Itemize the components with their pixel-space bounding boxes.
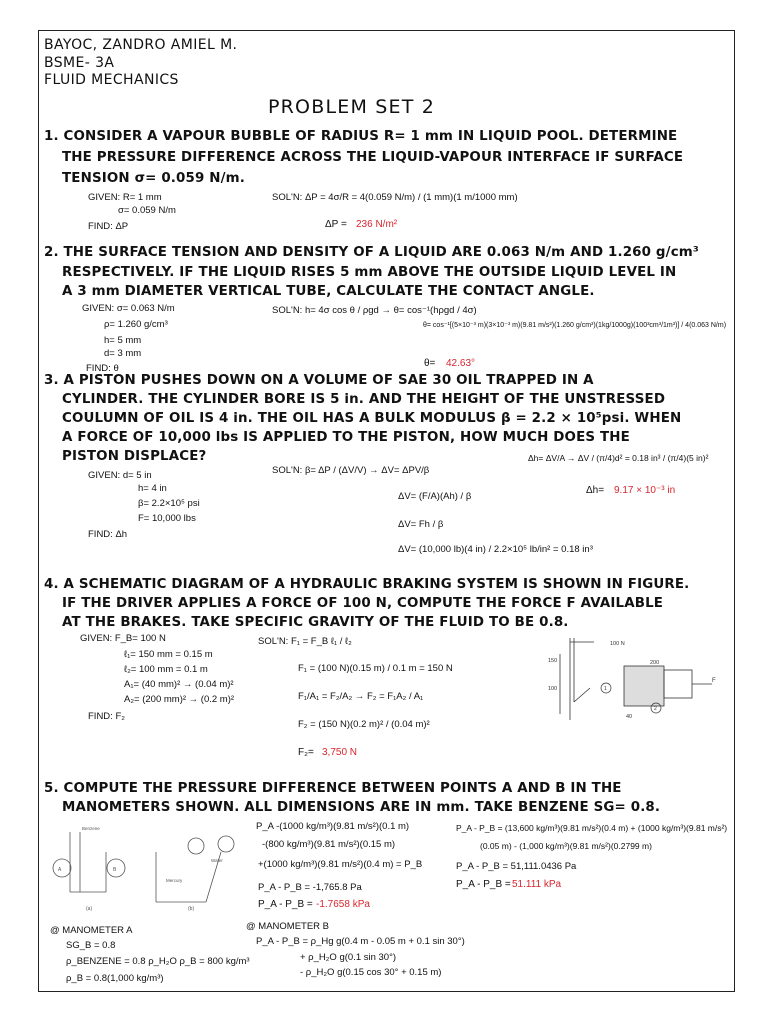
course: FLUID MECHANICS bbox=[44, 72, 179, 88]
p5-manometer-a-note: ρ_B = 0.8(1,000 kg/m³) bbox=[66, 973, 164, 984]
page-title: PROBLEM SET 2 bbox=[268, 96, 436, 118]
p4-solution: SOL'N: F₁ = F_B ℓ₁ / ℓ₂ bbox=[258, 636, 352, 647]
p1-given: GIVEN: R= 1 mm bbox=[88, 192, 162, 203]
p5-manometer-b-note: - ρ_H₂O g(0.15 cos 30° + 0.15 m) bbox=[300, 967, 442, 978]
fig-force-f: F bbox=[712, 678, 716, 684]
p5-solution-b: P_A - P_B = 51,111.0436 Pa bbox=[456, 861, 577, 872]
p5-answer-a-label: P_A - P_B = bbox=[258, 899, 313, 910]
p1-find: FIND: ΔP bbox=[88, 221, 129, 232]
p4-answer-label: F₂= bbox=[298, 747, 314, 758]
p1-answer: 236 N/m² bbox=[356, 219, 398, 230]
p3-given: h= 4 in bbox=[138, 483, 167, 494]
p3-given: F= 10,000 lbs bbox=[138, 513, 196, 524]
fig-benzene-label: Benzene bbox=[82, 826, 100, 831]
p1-question-line: 1. CONSIDER A VAPOUR BUBBLE OF RADIUS R= 1 mm IN LIQUID POOL. DETERMINE bbox=[44, 129, 678, 144]
fig-b-caption: (b) bbox=[188, 906, 195, 912]
p4-question-line: 4. A SCHEMATIC DIAGRAM OF A HYDRAULIC BRAKING SYSTEM IS SHOWN IN FIGURE. bbox=[44, 577, 690, 592]
p4-solution: F₁/A₁ = F₂/A₂ → F₂ = F₁A₂ / A₁ bbox=[298, 691, 424, 702]
p4-given: A₁= (40 mm)² → (0.04 m)² bbox=[124, 679, 234, 690]
p5-manometer-b-note: P_A - P_B = ρ_Hg g(0.4 m - 0.05 m + 0.1 sin 30°) bbox=[256, 936, 465, 947]
p5-manometer-a-note: SG_B = 0.8 bbox=[66, 940, 116, 951]
p5-solution-b: (0.05 m) - (1,000 kg/m³)(9.81 m/s²)(0.2799 m) bbox=[480, 841, 652, 851]
fig-point-b: B bbox=[113, 867, 117, 873]
p4-question-line: AT THE BRAKES. TAKE SPECIFIC GRAVITY OF THE FLUID TO BE 0.8. bbox=[62, 615, 569, 630]
p3-given: β= 2.2×10⁵ psi bbox=[138, 498, 200, 509]
manometer-b-lines bbox=[156, 836, 234, 902]
p3-question-line: A FORCE OF 10,000 lbs IS APPLIED TO THE PISTON, HOW MUCH DOES THE bbox=[62, 430, 630, 445]
p5-question-line: 5. COMPUTE THE PRESSURE DIFFERENCE BETWEEN POINTS A AND B IN THE bbox=[44, 781, 622, 796]
p1-given: σ= 0.059 N/m bbox=[118, 205, 176, 216]
fig-dim-200: 200 bbox=[650, 660, 660, 666]
manometer-a-lines bbox=[53, 832, 125, 892]
p5-manometer-b-note: @ MANOMETER B bbox=[246, 921, 330, 932]
p3-solution: ΔV= (10,000 lb)(4 in) / 2.2×10⁵ lb/in² = 0.18 in³ bbox=[398, 544, 593, 555]
p2-answer-label: θ= bbox=[424, 358, 436, 369]
p4-solution: F₁ = (100 N)(0.15 m) / 0.1 m = 150 N bbox=[298, 663, 453, 674]
p1-solution: SOL'N: ΔP = 4σ/R = 4(0.059 N/m) / (1 mm)(1 m/1000 mm) bbox=[272, 192, 518, 203]
p3-find: FIND: Δh bbox=[88, 529, 128, 540]
p3-question-line: COULUMN OF OIL IS 4 in. THE OIL HAS A BULK MODULUS β = 2.2 × 10⁵psi. WHEN bbox=[62, 411, 682, 426]
fig-mercury-label: Mercury bbox=[166, 878, 183, 883]
fig-dim-100: 100 bbox=[548, 686, 558, 692]
section: BSME- 3A bbox=[44, 55, 115, 71]
p4-answer: 3,750 N bbox=[322, 747, 358, 758]
p2-question-line: A 3 mm DIAMETER VERTICAL TUBE, CALCULATE THE CONTACT ANGLE. bbox=[62, 284, 595, 299]
p2-given: h= 5 mm bbox=[104, 335, 142, 346]
p2-solution: SOL'N: h= 4σ cos θ / ρgd → θ= cos⁻¹(hρgd / 4σ) bbox=[272, 305, 477, 316]
p4-given: GIVEN: F_B= 100 N bbox=[80, 633, 166, 644]
p5-answer-a: -1.7658 kPa bbox=[316, 899, 370, 910]
p2-given: GIVEN: σ= 0.063 N/m bbox=[82, 303, 175, 314]
p4-given: A₂= (200 mm)² → (0.2 m)² bbox=[124, 694, 235, 705]
p4-given: ℓ₂= 100 mm = 0.1 m bbox=[124, 664, 208, 675]
p3-question-line: CYLINDER. THE CYLINDER BORE IS 5 in. AND THE HEIGHT OF THE UNSTRESSED bbox=[62, 392, 666, 407]
p5-solution-a: P_A - P_B = -1,765.8 Pa bbox=[258, 882, 362, 893]
p5-solution-a: -(800 kg/m³)(9.81 m/s²)(0.15 m) bbox=[262, 839, 396, 850]
p3-solution: ΔV= (F/A)(Ah) / β bbox=[398, 491, 472, 502]
brake-diagram-lines bbox=[560, 638, 712, 720]
fig-dim-40: 40 bbox=[626, 714, 633, 720]
p3-answer: 9.17 × 10⁻³ in bbox=[614, 485, 676, 496]
p3-solution: SOL'N: β= ΔP / (ΔV/V) → ΔV= ΔPV/β bbox=[272, 465, 430, 476]
hydraulic-brake-figure bbox=[546, 632, 718, 727]
p4-question-line: IF THE DRIVER APPLIES A FORCE OF 100 N, COMPUTE THE FORCE F AVAILABLE bbox=[62, 596, 664, 611]
fig-force-label: 100 N bbox=[610, 641, 625, 647]
p5-answer-b-label: P_A - P_B = bbox=[456, 879, 511, 890]
p3-solution: ΔV= Fh / β bbox=[398, 519, 444, 530]
p2-solution: θ= cos⁻¹[(5×10⁻³ m)(3×10⁻³ m)(9.81 m/s²)(1.260 g/cm³)(1kg/1000g)(100³cm³/1m³)] / 4(0.063 N/m) bbox=[423, 322, 727, 329]
p2-given: ρ= 1.260 g/cm³ bbox=[104, 319, 168, 330]
manometer-figure bbox=[46, 822, 246, 914]
fig-marker-1: 1 bbox=[604, 686, 607, 692]
p5-solution-b: P_A - P_B = (13,600 kg/m³)(9.81 m/s²)(0.4 m) + (1000 kg/m³)(9.81 m/s²) bbox=[456, 823, 728, 833]
p5-solution-a: +(1000 kg/m³)(9.81 m/s²)(0.4 m) = P_B bbox=[258, 859, 423, 870]
p1-question-line: THE PRESSURE DIFFERENCE ACROSS THE LIQUID-VAPOUR INTERFACE IF SURFACE bbox=[62, 150, 684, 165]
p4-find: FIND: F₂ bbox=[88, 711, 125, 722]
fig-dim-150: 150 bbox=[548, 658, 558, 664]
fig-marker-2: 2 bbox=[654, 706, 657, 712]
p3-solution: Δh= ΔV/A → ΔV / (π/4)d² = 0.18 in³ / (π/4)(5 in)² bbox=[528, 453, 709, 463]
p4-given: ℓ₁= 150 mm = 0.15 m bbox=[124, 649, 213, 660]
p2-find: FIND: θ bbox=[86, 363, 119, 374]
p2-answer: 42.63° bbox=[446, 358, 476, 369]
p3-question-line: PISTON DISPLACE? bbox=[62, 449, 207, 464]
p3-answer-label: Δh= bbox=[586, 485, 605, 496]
p1-answer-label: ΔP = bbox=[325, 219, 347, 230]
p2-question-line: RESPECTIVELY. IF THE LIQUID RISES 5 mm ABOVE THE OUTSIDE LIQUID LEVEL IN bbox=[62, 265, 677, 280]
fig-point-a: A bbox=[58, 867, 62, 873]
p4-solution: F₂ = (150 N)(0.2 m)² / (0.04 m)² bbox=[298, 719, 430, 730]
p5-manometer-a-note: ρ_BENZENE = 0.8 ρ_H₂O ρ_B = 800 kg/m³ bbox=[66, 956, 250, 967]
fig-water-label: Water bbox=[211, 858, 223, 863]
p5-manometer-a-note: @ MANOMETER A bbox=[50, 925, 133, 936]
p5-question-line: MANOMETERS SHOWN. ALL DIMENSIONS ARE IN mm. TAKE BENZENE SG= 0.8. bbox=[62, 800, 661, 815]
p3-given: GIVEN: d= 5 in bbox=[88, 470, 152, 481]
fig-a-caption: (a) bbox=[86, 906, 93, 912]
p1-question-line: TENSION σ= 0.059 N/m. bbox=[62, 171, 245, 186]
p5-answer-b: 51.111 kPa bbox=[512, 879, 562, 890]
p2-question-line: 2. THE SURFACE TENSION AND DENSITY OF A LIQUID ARE 0.063 N/m AND 1.260 g/cm³ bbox=[44, 245, 699, 260]
p5-solution-a: P_A -(1000 kg/m³)(9.81 m/s²)(0.1 m) bbox=[256, 821, 410, 832]
p5-manometer-b-note: + ρ_H₂O g(0.1 sin 30°) bbox=[300, 952, 397, 963]
student-name: BAYOC, ZANDRO AMIEL M. bbox=[44, 37, 238, 53]
p2-given: d= 3 mm bbox=[104, 348, 142, 359]
p3-question-line: 3. A PISTON PUSHES DOWN ON A VOLUME OF SAE 30 OIL TRAPPED IN A bbox=[44, 373, 594, 388]
